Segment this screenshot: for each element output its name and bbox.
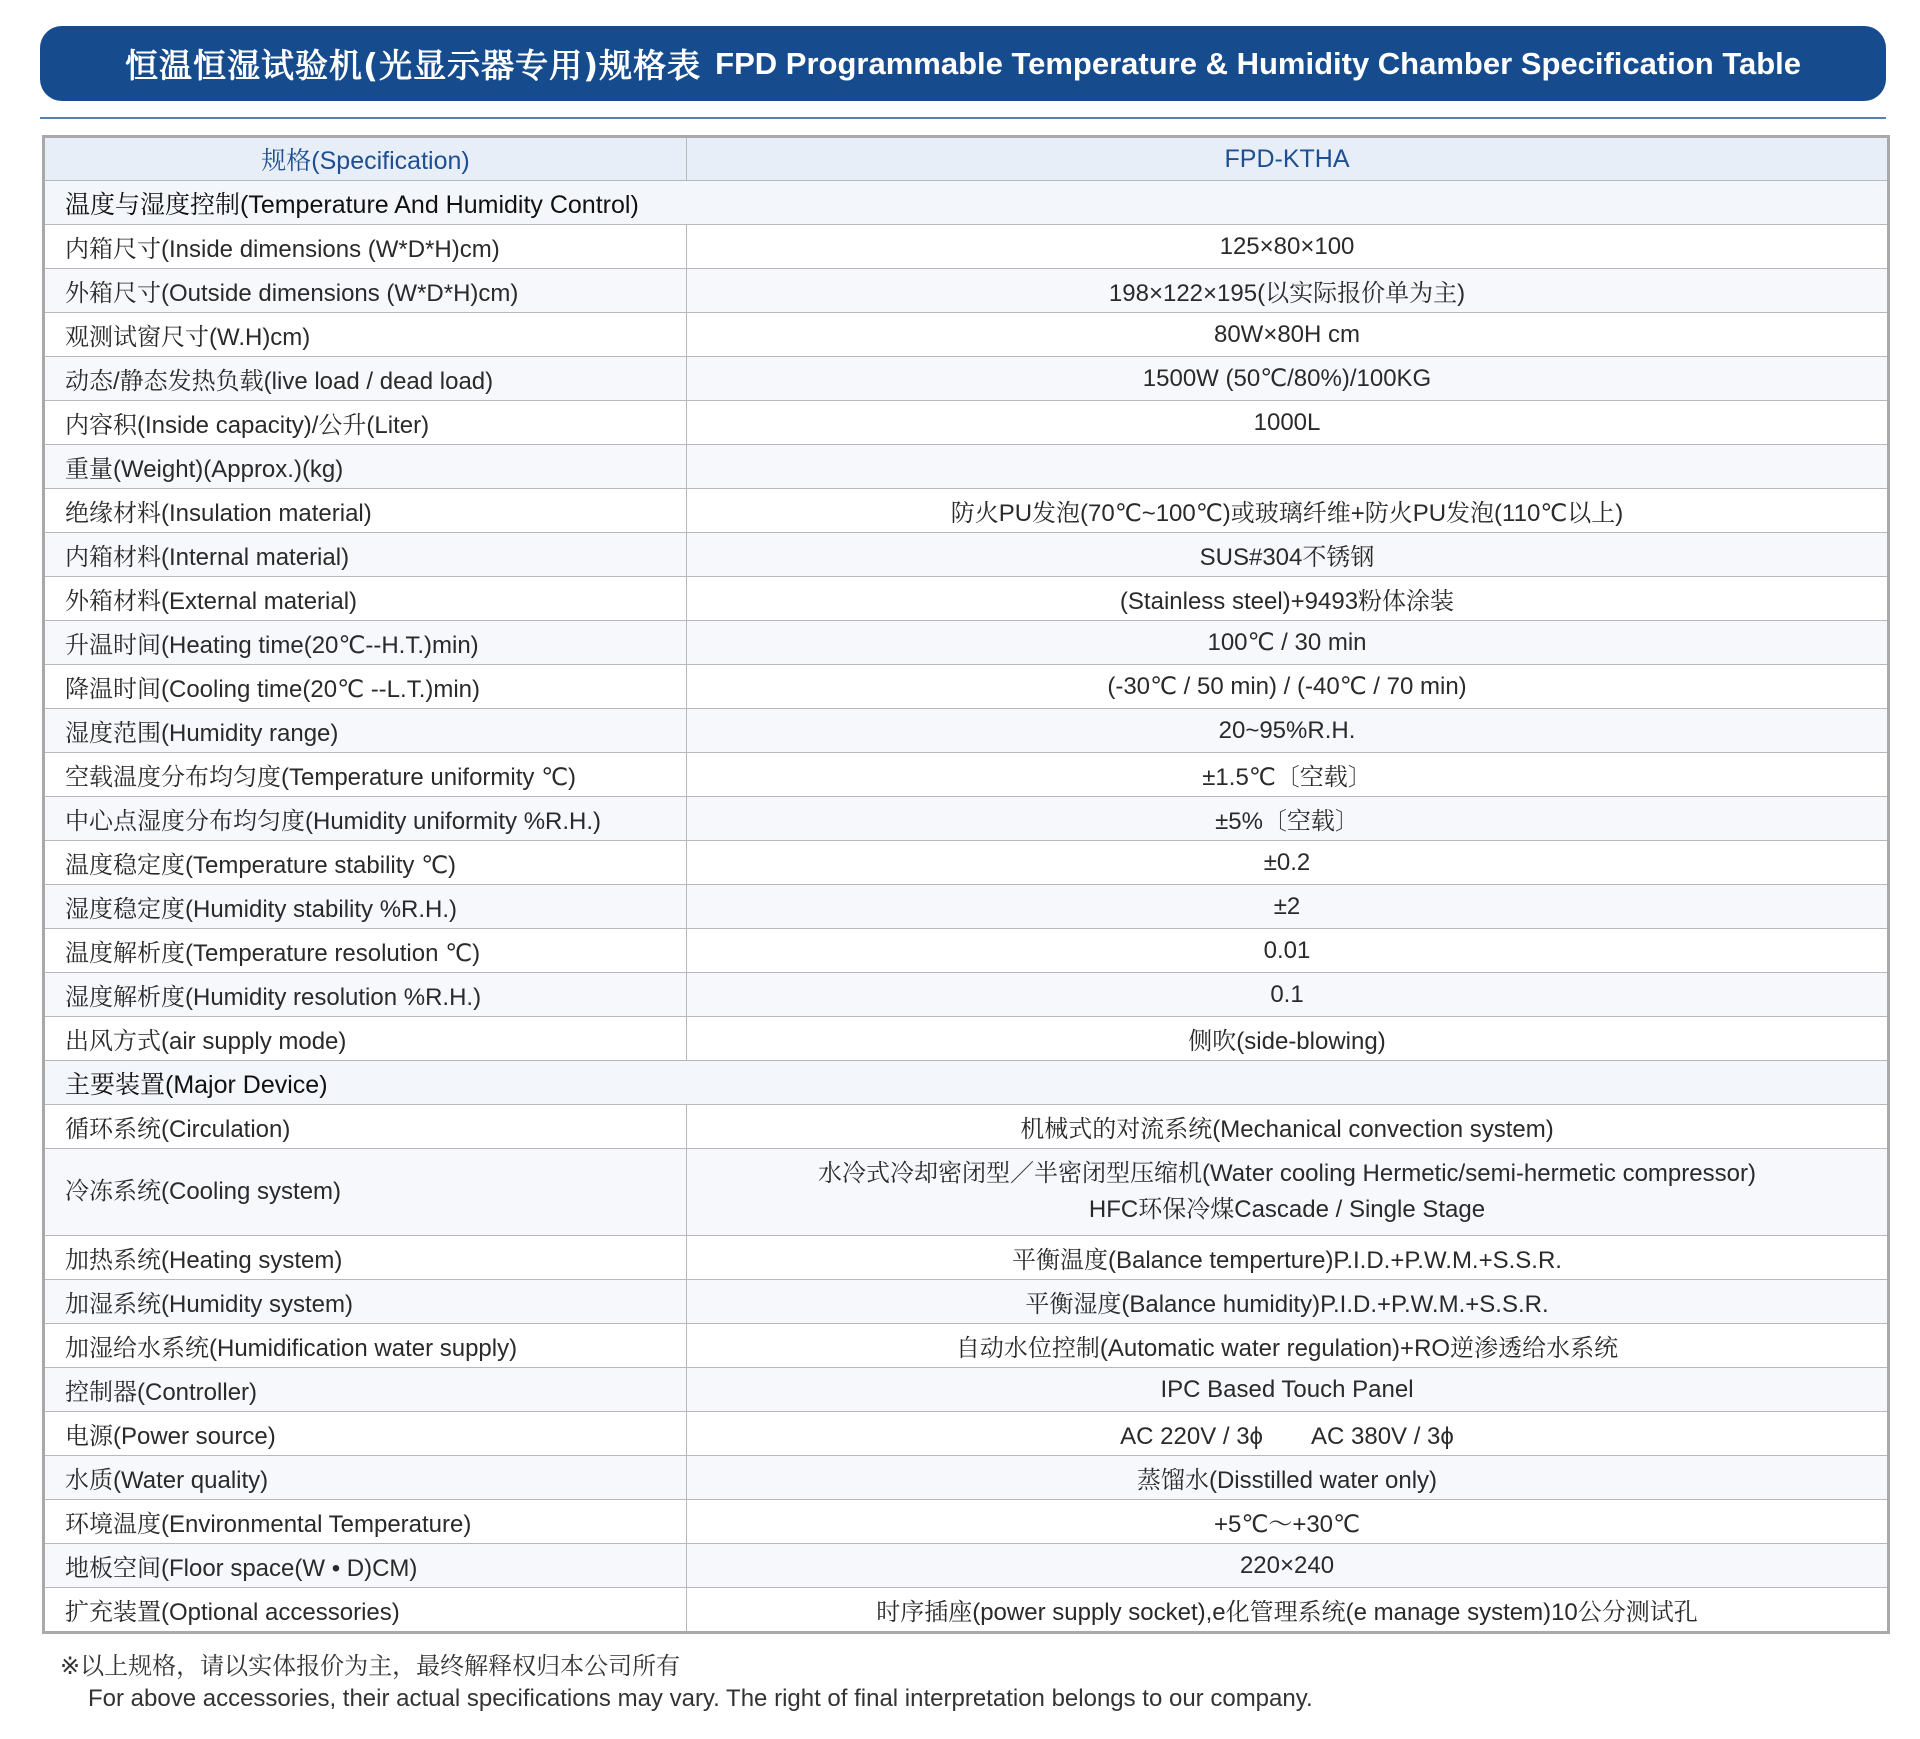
row-label: 内容积(Inside capacity)/公升(Liter)	[44, 401, 687, 445]
section-title-device: 主要装置(Major Device)	[44, 1061, 1889, 1105]
table-row	[44, 357, 1889, 401]
row-label: 外箱材料(External material)	[44, 577, 687, 621]
row-value: (Stainless steel)+9493粉体涂装	[687, 577, 1889, 621]
row-label: 降温时间(Cooling time(20℃ --L.T.)min)	[44, 665, 687, 709]
table-row	[44, 1368, 1889, 1412]
row-value: 侧吹(side-blowing)	[687, 1017, 1889, 1061]
row-value: 125×80×100	[687, 225, 1889, 269]
row-value: 时序插座(power supply socket),e化管理系统(e manage system)10公分测试孔	[687, 1588, 1889, 1633]
page-title-en: FPD Programmable Temperature & Humidity Chamber Specification Table	[715, 45, 1801, 81]
row-value: 平衡湿度(Balance humidity)P.I.D.+P.W.M.+S.S.R.	[687, 1280, 1889, 1324]
row-value: ±1.5℃〔空载〕	[687, 753, 1889, 797]
table-row	[44, 1280, 1889, 1324]
row-value: ±2	[687, 885, 1889, 929]
row-value: 100℃ / 30 min	[687, 621, 1889, 665]
row-label: 内箱尺寸(Inside dimensions (W*D*H)cm)	[44, 225, 687, 269]
row-value: SUS#304不锈钢	[687, 533, 1889, 577]
section-row-temperature	[44, 181, 1889, 225]
table-row	[44, 621, 1889, 665]
table-row	[44, 841, 1889, 885]
row-value: 自动水位控制(Automatic water regulation)+RO逆渗透给水系统	[687, 1324, 1889, 1368]
row-label: 电源(Power source)	[44, 1412, 687, 1456]
row-value: 蒸馏水(Disstilled water only)	[687, 1456, 1889, 1500]
table-row	[44, 401, 1889, 445]
row-value: AC 220V / 3ϕ AC 380V / 3ϕ	[687, 1412, 1889, 1456]
row-label: 控制器(Controller)	[44, 1368, 687, 1412]
row-label: 动态/静态发热负载(live load / dead load)	[44, 357, 687, 401]
column-header-model: FPD-KTHA	[687, 137, 1889, 181]
table-row	[44, 1412, 1889, 1456]
row-label: 出风方式(air supply mode)	[44, 1017, 687, 1061]
row-label: 观测试窗尺寸(W.H)cm)	[44, 313, 687, 357]
row-value: 平衡温度(Balance temperture)P.I.D.+P.W.M.+S.S.R.	[687, 1236, 1889, 1280]
header-divider	[40, 117, 1886, 119]
row-label: 湿度范围(Humidity range)	[44, 709, 687, 753]
row-value	[687, 1149, 1889, 1236]
table-row	[44, 577, 1889, 621]
section-title-temperature: 温度与湿度控制(Temperature And Humidity Control)	[44, 181, 1889, 225]
row-value: 198×122×195(以实际报价单为主)	[687, 269, 1889, 313]
page-header	[40, 26, 1886, 101]
table-row	[44, 1500, 1889, 1544]
table-row	[44, 1236, 1889, 1280]
column-header-spec: 规格(Specification)	[44, 137, 687, 181]
row-label: 扩充装置(Optional accessories)	[44, 1588, 687, 1633]
row-value: ±5%〔空载〕	[687, 797, 1889, 841]
spec-table	[42, 135, 1890, 1634]
row-value: 1500W (50℃/80%)/100KG	[687, 357, 1889, 401]
row-value: 220×240	[687, 1544, 1889, 1588]
row-label: 绝缘材料(Insulation material)	[44, 489, 687, 533]
row-value-line1: 水冷式冷却密闭型／半密闭型压缩机(Water cooling Hermetic/semi-hermetic compressor)	[818, 1160, 1756, 1187]
table-row	[44, 533, 1889, 577]
section-row-device	[44, 1061, 1889, 1105]
table-row	[44, 445, 1889, 489]
row-label: 温度稳定度(Temperature stability ℃)	[44, 841, 687, 885]
table-row	[44, 973, 1889, 1017]
table-row	[44, 1324, 1889, 1368]
row-value: 80W×80H cm	[687, 313, 1889, 357]
table-row	[44, 1456, 1889, 1500]
row-value: +5℃～+30℃	[687, 1500, 1889, 1544]
table-header-row	[44, 137, 1889, 181]
table-row	[44, 313, 1889, 357]
table-row	[44, 489, 1889, 533]
row-value	[687, 445, 1889, 489]
row-label: 加热系统(Heating system)	[44, 1236, 687, 1280]
row-value: 防火PU发泡(70℃~100℃)或玻璃纤维+防火PU发泡(110℃以上)	[687, 489, 1889, 533]
row-label: 冷冻系统(Cooling system)	[44, 1149, 687, 1236]
row-value: 0.01	[687, 929, 1889, 973]
row-label: 外箱尺寸(Outside dimensions (W*D*H)cm)	[44, 269, 687, 313]
row-label: 内箱材料(Internal material)	[44, 533, 687, 577]
row-value: (-30℃ / 50 min) / (-40℃ / 70 min)	[687, 665, 1889, 709]
row-value: 机械式的对流系统(Mechanical convection system)	[687, 1105, 1889, 1149]
row-label: 环境温度(Environmental Temperature)	[44, 1500, 687, 1544]
row-value: 0.1	[687, 973, 1889, 1017]
footnote-en: For above accessories, their actual specifications may vary. The right of final interpretation belongs to our company.	[88, 1685, 1313, 1712]
table-row	[44, 797, 1889, 841]
row-label: 加湿给水系统(Humidification water supply)	[44, 1324, 687, 1368]
row-label: 升温时间(Heating time(20℃--H.T.)min)	[44, 621, 687, 665]
row-value-line2: HFC环保冷煤Cascade / Single Stage	[1088, 1196, 1486, 1223]
table-row	[44, 753, 1889, 797]
table-row	[44, 1544, 1889, 1588]
row-label: 水质(Water quality)	[44, 1456, 687, 1500]
table-row	[44, 269, 1889, 313]
row-label: 湿度稳定度(Humidity stability %R.H.)	[44, 885, 687, 929]
row-label: 加湿系统(Humidity system)	[44, 1280, 687, 1324]
table-row	[44, 1017, 1889, 1061]
table-row	[44, 1588, 1889, 1633]
row-value: 20~95%R.H.	[687, 709, 1889, 753]
row-label: 空载温度分布均匀度(Temperature uniformity ℃)	[44, 753, 687, 797]
row-label: 湿度解析度(Humidity resolution %R.H.)	[44, 973, 687, 1017]
table-row	[44, 1105, 1889, 1149]
row-label: 循环系统(Circulation)	[44, 1105, 687, 1149]
footnote-zh: ※以上规格，请以实体报价为主，最终解释权归本公司所有	[60, 1653, 681, 1680]
table-row	[44, 225, 1889, 269]
table-row	[44, 885, 1889, 929]
footnote	[60, 1646, 1313, 1713]
row-label: 温度解析度(Temperature resolution ℃)	[44, 929, 687, 973]
table-row	[44, 709, 1889, 753]
row-value: ±0.2	[687, 841, 1889, 885]
table-row	[44, 665, 1889, 709]
row-value: IPC Based Touch Panel	[687, 1368, 1889, 1412]
table-row	[44, 929, 1889, 973]
row-label: 中心点湿度分布均匀度(Humidity uniformity %R.H.)	[44, 797, 687, 841]
row-label: 地板空间(Floor space(W • D)CM)	[44, 1544, 687, 1588]
row-value: 1000L	[687, 401, 1889, 445]
row-label: 重量(Weight)(Approx.)(kg)	[44, 445, 687, 489]
page-title-zh: 恒温恒湿试验机(光显示器专用)规格表	[125, 46, 702, 85]
table-row	[44, 1149, 1889, 1236]
